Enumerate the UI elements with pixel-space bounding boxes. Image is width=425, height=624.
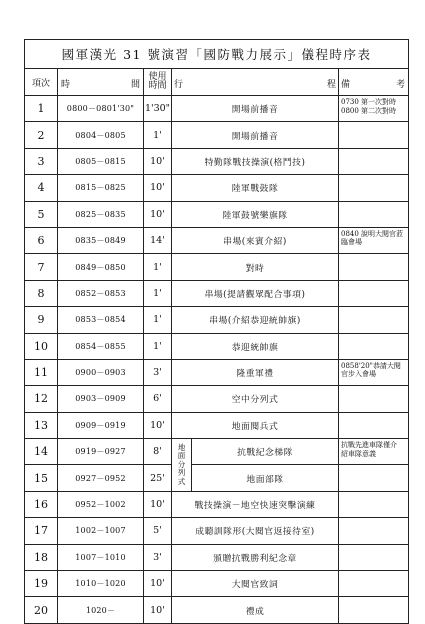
row-program: 大閱官致詞	[172, 571, 339, 597]
table-row	[25, 439, 409, 465]
row-note	[339, 386, 409, 412]
row-duration: 1'	[144, 307, 172, 333]
table-row	[25, 359, 409, 385]
row-time: 0849－0850	[58, 254, 144, 280]
row-duration: 3'	[144, 359, 172, 385]
row-note	[339, 254, 409, 280]
row-note	[339, 280, 409, 306]
subgroup-label	[172, 439, 192, 492]
row-note-line: 0730 第一次對時	[341, 98, 397, 106]
row-note-line: 官步入會場	[341, 370, 376, 379]
subgroup-label-char: 分	[177, 459, 186, 469]
subgroup-label-char: 列	[177, 468, 186, 478]
row-time: 0919－0927	[58, 439, 144, 465]
header-duration-line2: 時間	[148, 81, 167, 91]
row-time: 0854－0855	[58, 333, 144, 359]
row-duration: 10'	[144, 148, 172, 174]
row-seq: 5	[25, 201, 58, 227]
row-program: 陸軍戰鼓隊	[172, 175, 339, 201]
row-duration: 14'	[144, 227, 172, 253]
table-row	[25, 307, 409, 333]
header-time	[58, 69, 144, 96]
row-program: 串場(提請觀眾配合事項)	[172, 280, 339, 306]
row-time: 0903－0909	[58, 386, 144, 412]
table-row	[25, 227, 409, 253]
row-seq: 3	[25, 148, 58, 174]
row-time: 0927－0952	[58, 465, 144, 491]
row-time: 0952－1002	[58, 491, 144, 517]
row-program: 開場前播音	[172, 122, 339, 148]
row-time: 0853－0854	[58, 307, 144, 333]
row-program: 特勤隊戰技操演(格鬥技)	[172, 148, 339, 174]
row-seq: 12	[25, 386, 58, 412]
row-note-line: 臨會場	[341, 238, 362, 247]
table-row	[25, 544, 409, 570]
header-time-right: 間	[130, 80, 140, 90]
row-seq: 11	[25, 359, 58, 385]
table-row	[25, 333, 409, 359]
row-note-line: 紹車隊意義	[341, 449, 376, 458]
row-note	[339, 439, 409, 465]
row-note	[339, 122, 409, 148]
table-row	[25, 201, 409, 227]
row-seq: 6	[25, 227, 58, 253]
row-duration: 1'	[144, 280, 172, 306]
row-program: 陸軍鼓號樂旗隊	[172, 201, 339, 227]
header-program-right: 程	[326, 80, 336, 90]
schedule-document	[24, 39, 408, 624]
row-program: 隆重軍禮	[172, 359, 339, 385]
row-program: 頒贈抗戰勝利紀念章	[172, 544, 339, 570]
row-note	[339, 412, 409, 438]
header-row	[25, 69, 409, 96]
header-note-left: 備	[341, 80, 351, 90]
header-program	[172, 69, 339, 96]
row-seq: 14	[25, 439, 58, 465]
row-duration: 3'	[144, 544, 172, 570]
header-note	[339, 69, 409, 96]
row-time: 0800－0801'30"	[58, 96, 144, 122]
row-seq: 2	[25, 122, 58, 148]
row-duration: 10'	[144, 491, 172, 517]
row-seq: 4	[25, 175, 58, 201]
row-note	[339, 148, 409, 174]
subgroup-label-char: 面	[177, 451, 186, 461]
schedule-table	[24, 39, 409, 624]
table-row	[25, 96, 409, 122]
row-seq: 16	[25, 491, 58, 517]
row-program: 串場(介紹恭迎統帥旗)	[172, 307, 339, 333]
row-program: 對時	[172, 254, 339, 280]
table-row	[25, 148, 409, 174]
row-program: 成聽訓隊形(大閱官返接待室)	[172, 518, 339, 544]
row-seq: 19	[25, 571, 58, 597]
row-seq: 9	[25, 307, 58, 333]
table-row	[25, 122, 409, 148]
row-program: 地面部隊	[192, 465, 339, 491]
row-seq: 10	[25, 333, 58, 359]
row-duration: 1'	[144, 333, 172, 359]
header-note-right: 考	[396, 80, 406, 90]
row-note	[339, 544, 409, 570]
row-time: 0805－0815	[58, 148, 144, 174]
row-note	[339, 201, 409, 227]
row-note	[339, 307, 409, 333]
row-seq: 20	[25, 597, 58, 623]
row-duration: 10'	[144, 201, 172, 227]
row-note	[339, 227, 409, 253]
row-time: 0909－0919	[58, 412, 144, 438]
row-time: 0815－0825	[58, 175, 144, 201]
row-duration: 1'	[144, 254, 172, 280]
document-title: 國軍漢光 31 號演習「國防戰力展示」儀程時序表	[25, 40, 409, 69]
row-note-line: 抗戰先進車隊僅介	[341, 441, 397, 450]
row-note-line: 0858'20"恭請大閱	[341, 361, 401, 370]
row-duration: 10'	[144, 597, 172, 623]
row-note	[339, 96, 409, 122]
row-seq: 15	[25, 465, 58, 491]
row-duration: 5'	[144, 518, 172, 544]
row-time: 1007－1010	[58, 544, 144, 570]
subgroup-label-char: 地	[177, 442, 186, 452]
row-duration: 10'	[144, 175, 172, 201]
table-row	[25, 518, 409, 544]
row-time: 0825－0835	[58, 201, 144, 227]
header-program-left: 行	[174, 80, 184, 90]
row-time: 0835－0849	[58, 227, 144, 253]
row-seq: 8	[25, 280, 58, 306]
table-row	[25, 465, 409, 491]
row-program: 地面閱兵式	[172, 412, 339, 438]
table-row	[25, 254, 409, 280]
subgroup-label-char: 式	[177, 476, 186, 486]
table-row	[25, 597, 409, 623]
row-duration: 1'30"	[144, 96, 172, 122]
row-time: 0900－0903	[58, 359, 144, 385]
row-time: 0852－0853	[58, 280, 144, 306]
header-duration-line1: 使用	[148, 72, 167, 82]
header-time-left: 時	[61, 80, 71, 90]
row-time: 1002－1007	[58, 518, 144, 544]
row-seq: 18	[25, 544, 58, 570]
row-seq: 17	[25, 518, 58, 544]
row-seq: 1	[25, 96, 58, 122]
row-note	[339, 597, 409, 623]
row-time: 1020－	[58, 597, 144, 623]
row-program: 串場(來賓介紹)	[172, 227, 339, 253]
header-seq: 項次	[25, 69, 58, 96]
row-note	[339, 518, 409, 544]
row-note-line: 0800 第二次對時	[341, 106, 397, 115]
row-duration: 8'	[144, 439, 172, 465]
row-note-line: 0840 說明大閱官蒞	[341, 229, 404, 238]
row-seq: 7	[25, 254, 58, 280]
row-program: 開場前播音	[172, 96, 339, 122]
table-row	[25, 412, 409, 438]
table-row	[25, 175, 409, 201]
row-note	[339, 571, 409, 597]
row-program: 抗戰紀念梯隊	[192, 439, 339, 465]
table-row	[25, 386, 409, 412]
row-note	[339, 359, 409, 385]
row-seq: 13	[25, 412, 58, 438]
row-duration: 25'	[144, 465, 172, 491]
row-note	[339, 491, 409, 517]
row-program: 空中分列式	[172, 386, 339, 412]
row-note	[339, 175, 409, 201]
table-row	[25, 280, 409, 306]
row-duration: 1'	[144, 122, 172, 148]
row-note	[339, 465, 409, 491]
table-row	[25, 571, 409, 597]
row-duration: 10'	[144, 412, 172, 438]
row-note	[339, 333, 409, 359]
row-time: 0804－0805	[58, 122, 144, 148]
row-time: 1010－1020	[58, 571, 144, 597]
row-program: 戰技操演－地空快速突擊演練	[172, 491, 339, 517]
row-duration: 6'	[144, 386, 172, 412]
header-duration	[144, 69, 172, 96]
row-program: 恭迎統帥旗	[172, 333, 339, 359]
table-row	[25, 491, 409, 517]
row-duration: 10'	[144, 571, 172, 597]
row-program: 禮成	[172, 597, 339, 623]
